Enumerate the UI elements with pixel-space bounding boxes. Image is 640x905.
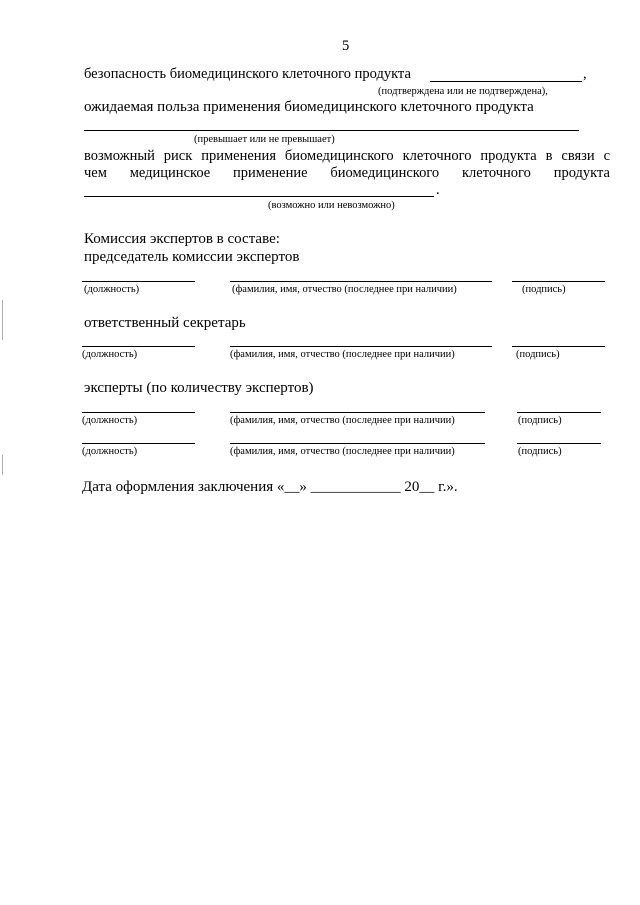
expert-1-name-caption: (фамилия, имя, отчество (последнее при наличии) — [230, 415, 455, 426]
date-close-quote: » — [299, 479, 307, 495]
risk-word: клеточного — [462, 165, 531, 181]
date-day-blank: __ — [284, 479, 300, 495]
expert-1-name-line — [230, 412, 485, 413]
risk-word: применение — [233, 165, 308, 181]
safety-hint: (подтверждена или не подтверждена), — [378, 86, 548, 97]
chair-name-caption: (фамилия, имя, отчество (последнее при наличии) — [232, 284, 457, 295]
risk-word: чем — [84, 165, 107, 181]
risk-line-2 — [84, 165, 610, 182]
risk-word: продукта — [480, 148, 537, 164]
expert-1-position-line — [82, 412, 195, 413]
safety-blank-line — [430, 81, 582, 82]
chair-label: председатель комиссии экспертов — [84, 249, 300, 265]
secretary-label: ответственный секретарь — [84, 315, 246, 331]
expert-2-name-caption: (фамилия, имя, отчество (последнее при наличии) — [230, 446, 455, 457]
expert-2-signature-line — [517, 443, 601, 444]
risk-word: продукта — [553, 165, 610, 181]
risk-word: в — [545, 148, 553, 164]
commission-heading: Комиссия экспертов в составе: — [84, 231, 280, 247]
risk-word: возможный — [84, 148, 155, 164]
issue-date-line — [82, 479, 458, 496]
chair-position-caption: (должность) — [84, 284, 140, 295]
page-number: 5 — [342, 38, 350, 54]
secretary-position-line — [82, 346, 195, 347]
secretary-signature-caption: (подпись) — [516, 349, 560, 360]
risk-word: биомедицинского — [330, 165, 440, 181]
risk-hint: (возможно или невозможно) — [268, 200, 395, 211]
date-month-blank: ____________ — [310, 479, 401, 495]
chair-signature-line — [512, 281, 605, 282]
risk-line-1 — [84, 148, 610, 165]
expert-1-signature-line — [517, 412, 601, 413]
risk-word: с — [603, 148, 610, 164]
risk-word: медицинское — [129, 165, 211, 181]
scan-artifact — [2, 300, 3, 340]
risk-blank-line — [84, 196, 434, 197]
expert-1-signature-caption: (подпись) — [518, 415, 562, 426]
secretary-name-line — [230, 346, 492, 347]
risk-period: . — [436, 182, 440, 198]
benefit-hint: (превышает или не превышает) — [194, 134, 335, 145]
risk-word: биомедицинского — [284, 148, 394, 164]
secretary-name-caption: (фамилия, имя, отчество (последнее при наличии) — [230, 349, 455, 360]
expert-2-signature-caption: (подпись) — [518, 446, 562, 457]
expert-2-position-caption: (должность) — [82, 446, 138, 457]
date-year-blank: __ — [419, 479, 435, 495]
expert-1-position-caption: (должность) — [82, 415, 138, 426]
safety-text: безопасность биомедицинского клеточного продукта — [84, 66, 411, 82]
secretary-signature-line — [512, 346, 605, 347]
expert-2-name-line — [230, 443, 485, 444]
benefit-blank-line — [84, 130, 579, 131]
risk-word: применения — [201, 148, 276, 164]
chair-name-line — [230, 281, 492, 282]
safety-comma: , — [583, 66, 587, 82]
chair-position-line — [82, 281, 195, 282]
benefit-text: ожидаемая польза применения биомедицинского клеточного продукта — [84, 99, 534, 115]
expert-2-position-line — [82, 443, 195, 444]
date-prefix: Дата оформления заключения « — [82, 479, 285, 495]
experts-label: эксперты (по количеству экспертов) — [84, 380, 314, 396]
risk-word: риск — [163, 148, 193, 164]
secretary-position-caption: (должность) — [82, 349, 138, 360]
scan-artifact — [2, 455, 3, 475]
date-year-prefix: 20 — [404, 479, 420, 495]
date-suffix: г.». — [434, 479, 458, 495]
risk-word: связи — [561, 148, 595, 164]
risk-word: клеточного — [402, 148, 472, 164]
chair-signature-caption: (подпись) — [522, 284, 566, 295]
